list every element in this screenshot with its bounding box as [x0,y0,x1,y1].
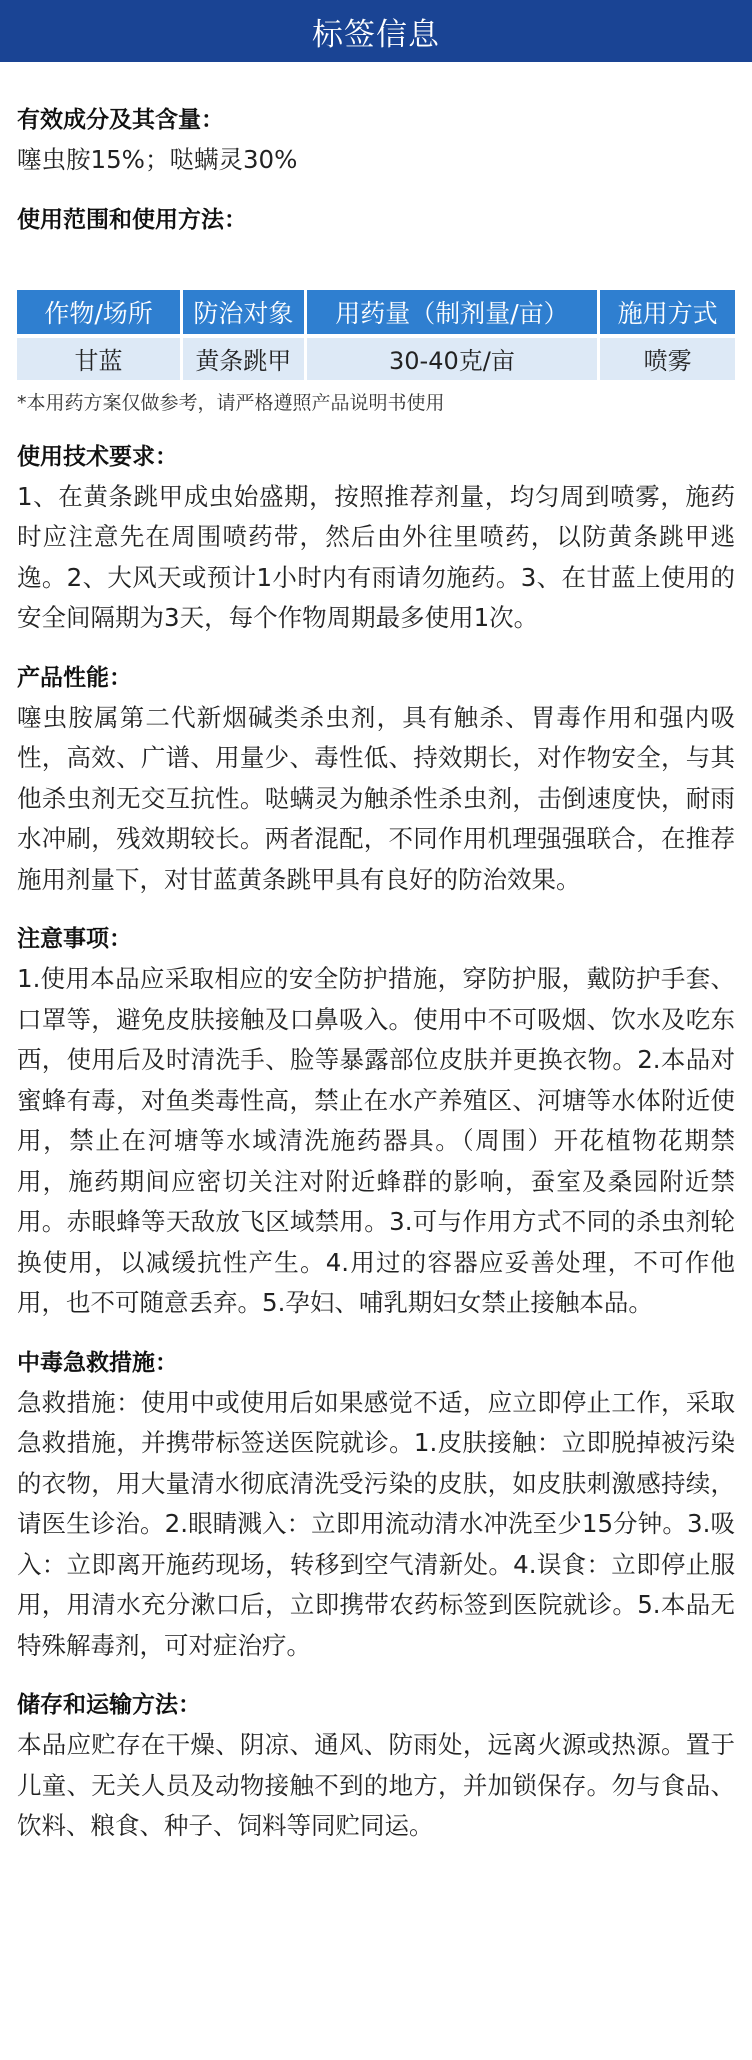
usage-cell-method: 喷雾 [600,338,735,380]
ingredients-text: 噻虫胺15%；哒螨灵30% [17,145,298,174]
usage-cell-target: 黄条跳甲 [183,338,304,380]
technical-text: 1、在黄条跳甲成虫始盛期，按照推荐剂量，均匀周到喷雾，施药时应注意先在周围喷药带，然后由外往里喷药，以防黄条跳甲逃逸。2、大风天或预计1小时内有雨请勿施药。3、在甘蓝上使用的安全间隔期为3天，每个作物周期最多使用1次。 [17,481,735,632]
technical-title: 使用技术要求： [17,443,178,470]
first-aid-text: 急救措施：使用中或使用后如果感觉不适，应立即停止工作，采取急救措施，并携带标签送医院就诊。1.皮肤接触：立即脱掉被污染的衣物，用大量清水彻底清洗受污染的皮肤，如皮肤刺激感持续，请医生诊治。2.眼睛溅入：立即用流动清水冲洗至少15分钟。3.吸入：立即离开施药现场，转移到空气清新处。4.误食：立即停止服用，用清水充分漱口后，立即携带农药标签到医院就诊。5.本品无特殊解毒剂，可对症治疗。 [17,1387,735,1660]
precautions-text: 1.使用本品应采取相应的安全防护措施，穿防护服，戴防护手套、口罩等，避免皮肤接触及口鼻吸入。使用中不可吸烟、饮水及吃东西，使用后及时清洗手、脸等暴露部位皮肤并更换衣物。2.本品对蜜蜂有毒，对鱼类毒性高，禁止在水产养殖区、河塘等水体附近使用，禁止在河塘等水域清洗施药器具。（周围）开花植物花期禁用，施药期间应密切关注对附近蜂群的影响，蚕室及桑园附近禁用。赤眼蜂等天敌放飞区域禁用。3.可与作用方式不同的杀虫剂轮换使用，以减缓抗性产生。4.用过的容器应妥善处理，不可作他用，也不可随意丢弃。5.孕妇、哺乳期妇女禁止接触本品。 [17,964,735,1317]
usage-header-dosage: 用药量（制剂量/亩） [307,290,598,334]
usage-header-target: 防治对象 [183,290,304,334]
storage-text: 本品应贮存在干燥、阴凉、通风、防雨处，远离火源或热源。置于儿童、无关人员及动物接触不到的地方，并加锁保存。勿与食品、饮料、粮食、种子、饲料等同贮同运。 [17,1730,735,1840]
page-title: 标签信息 [312,16,440,53]
precautions-title: 注意事项： [17,926,132,952]
first-aid-title: 中毒急救措施： [17,1349,178,1376]
usage-header-method: 施用方式 [600,290,735,334]
performance-title: 产品性能： [17,664,132,691]
usage-table-header-row [17,290,735,334]
usage-cell-dosage: 30-40克/亩 [307,338,598,380]
performance-text: 噻虫胺属第二代新烟碱类杀虫剂，具有触杀、胃毒作用和强内吸性，高效、广谱、用量少、毒性低、持效期长，对作物安全，与其他杀虫剂无交互抗性。哒螨灵为触杀性杀虫剂，击倒速度快，耐雨水冲刷，残效期较长。两者混配，不同作用机理强强联合，在推荐施用剂量下，对甘蓝黄条跳甲具有良好的防治效果。 [17,702,735,894]
usage-table [14,286,738,384]
label-content [0,100,752,1847]
table-row [17,338,735,380]
usage-note: *本用药方案仅做参考，请严格遵照产品说明书使用 [17,391,445,414]
usage-header-crop: 作物/场所 [17,290,180,334]
storage-title: 储存和运输方法： [17,1692,201,1718]
ingredients-title: 有效成分及其含量： [17,107,224,133]
usage-title: 使用范围和使用方法： [17,206,247,233]
usage-cell-crop: 甘蓝 [17,338,180,380]
page-header [0,0,752,62]
